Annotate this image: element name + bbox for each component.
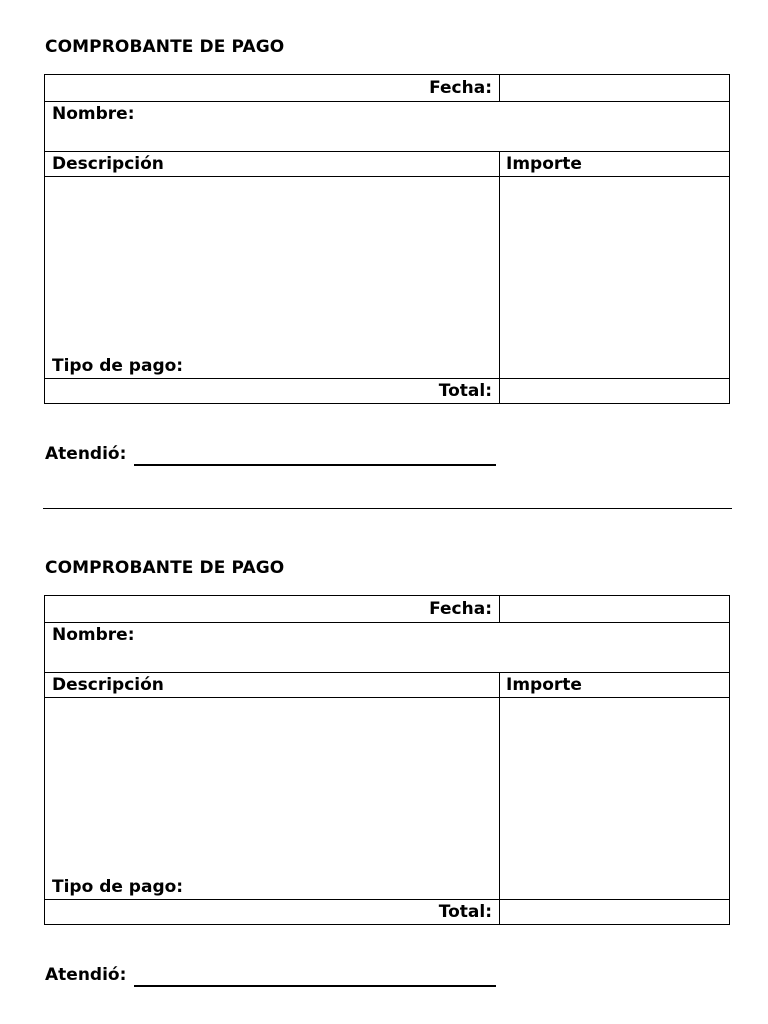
total-label: Total:	[438, 381, 492, 401]
descripcion-header: Descripción	[52, 675, 164, 695]
fecha-field[interactable]	[500, 596, 729, 622]
nombre-field[interactable]	[135, 102, 725, 150]
atendio-label: Atendió:	[45, 965, 127, 985]
fecha-label: Fecha:	[429, 599, 492, 619]
importe-header: Importe	[506, 675, 582, 695]
atendio-signature-line[interactable]	[134, 985, 496, 987]
atendio-signature-line[interactable]	[134, 464, 496, 466]
descripcion-field[interactable]	[46, 698, 498, 870]
tipo-pago-label: Tipo de pago:	[52, 356, 184, 376]
fecha-field[interactable]	[500, 75, 729, 101]
receipt-table	[44, 74, 730, 404]
atendio-label: Atendió:	[45, 444, 127, 464]
importe-field[interactable]	[500, 698, 729, 898]
fecha-label: Fecha:	[429, 78, 492, 98]
importe-header: Importe	[506, 154, 582, 174]
total-label: Total:	[438, 902, 492, 922]
row-divider	[45, 672, 729, 673]
receipt-title: COMPROBANTE DE PAGO	[45, 37, 285, 57]
importe-field[interactable]	[500, 177, 729, 377]
total-field[interactable]	[500, 900, 729, 924]
descripcion-field[interactable]	[46, 177, 498, 349]
nombre-label: Nombre:	[52, 104, 135, 124]
row-divider	[45, 151, 729, 152]
descripcion-header: Descripción	[52, 154, 164, 174]
tipo-pago-label: Tipo de pago:	[52, 877, 184, 897]
cut-line	[43, 508, 732, 509]
nombre-label: Nombre:	[52, 625, 135, 645]
receipt-title: COMPROBANTE DE PAGO	[45, 558, 285, 578]
nombre-field[interactable]	[135, 623, 725, 671]
total-field[interactable]	[500, 379, 729, 403]
receipt-table	[44, 595, 730, 925]
